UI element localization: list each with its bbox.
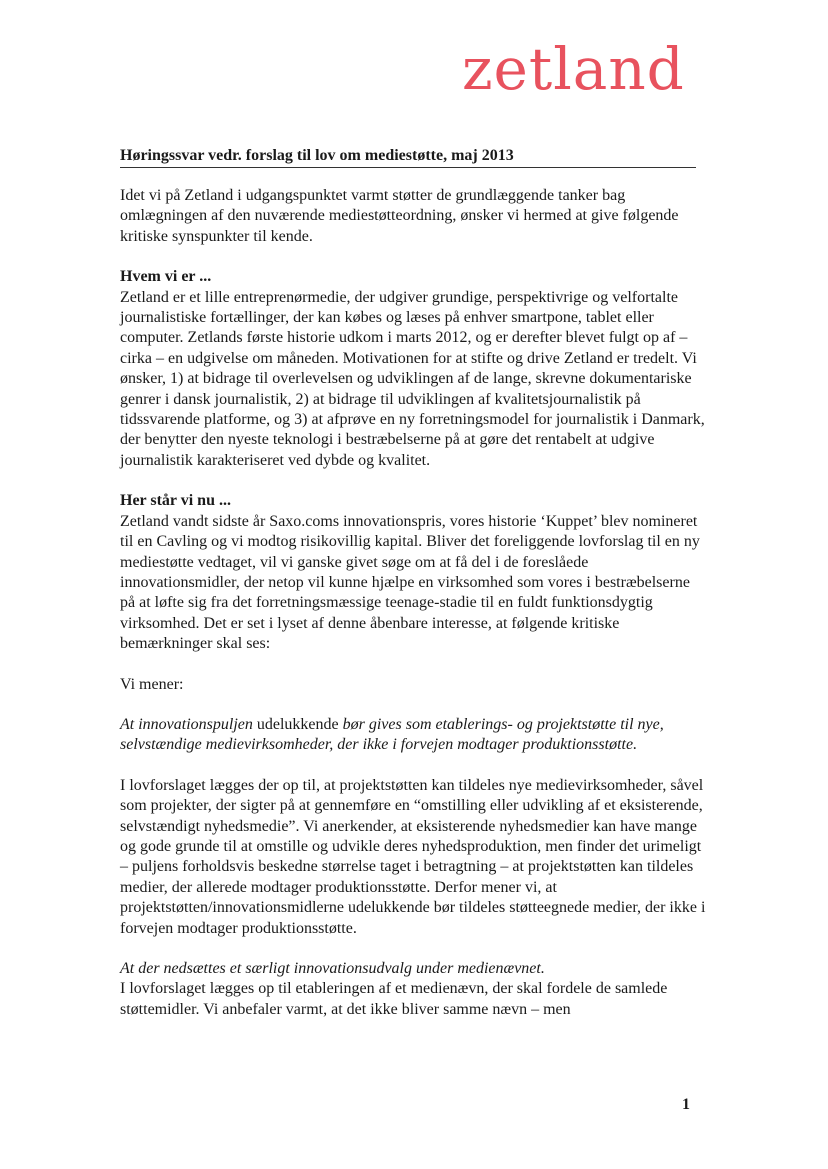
- section-heading-who-we-are: Hvem vi er ...: [120, 268, 212, 286]
- document-title: Høringssvar vedr. forslag til lov om mediestøtte, maj 2013: [120, 146, 696, 168]
- section-heading-where-we-are: Her står vi nu ...: [120, 492, 231, 510]
- point1-body-paragraph: I lovforslaget lægges der op til, at projektstøtten kan tildeles nye medievirksomheder, såvel som projekter, der sigter på at gennemføre en “omstilling eller udvikling af et eksisterende, selvstændigt nyhedsmedie”. Vi anerkender, at eksisterende nyhedsmedier kan have mange og gode grunde til at omstille og udvikle deres nyhedsproduktion, men finder det urimeligt – puljens forholdsvis beskedne størrelse taget i betragtning – at projektstøtten kan tildeles medier, der allerede modtager produktionsstøtte. Derfor mener vi, at projektstøtten/innovationsmidlerne udelukkende bør tildeles støtteegnede medier, der ikke i forvejen modtager produktionsstøtte.: [120, 776, 706, 937]
- page-number: 1: [682, 1096, 690, 1113]
- point2-body-paragraph: I lovforslaget lægges op til etableringen af et medienævn, der skal fordele de samlede støttemidler. Vi anbefaler varmt, at det ikke bliver samme nævn – men: [120, 980, 668, 1018]
- who-we-are-paragraph: Zetland er et lille entreprenørmedie, der udgiver grundige, perspektivrige og velfortalte journalistiske fortællinger, der kan købes og læses på enhver smartpone, tablet eller computer. Zetlands første historie udkom i marts 2012, og er derefter blevet fulgt op af – cirka – en udgivelse om måneden. Motivationen for at stifte og drive Zetland er tredelt. Vi ønsker, 1) at bidrage til overlevelsen og udviklingen af de lange, skrevne dokumentariske genrer i dansk journalistik, 2) at bidrage til udviklingen af kvalitetsjournalistik på tidssvarende platforme, og 3) at afprøve en ny forretningsmodel for journalistik i Danmark, der benytter den nyeste teknologi i bestræbelserne på at gøre det rentabelt at udgive journalistik karakteriseret ved dybde og kvalitet.: [120, 288, 705, 469]
- we-think-line: Vi mener:: [120, 675, 184, 693]
- point1-normal: udelukkende: [252, 715, 343, 733]
- zetland-logo: zetland: [462, 35, 685, 103]
- point1-italic-b: bør gives som etablerings- og projektstøtte til nye, selvstændige medievirksomheder, der ikke i forvejen modtager produktionsstøtte.: [120, 715, 664, 754]
- intro-paragraph: Idet vi på Zetland i udgangspunktet varmt støtter de grundlæggende tanker bag omlægningen af den nuværende mediestøtteordning, ønsker vi hermed at give følgende kritiske synspunkter til kende.: [120, 187, 679, 245]
- document-body: [120, 186, 706, 1040]
- point2-statement: At der nedsættes et særligt innovationsudvalg under medienævnet.: [120, 960, 545, 977]
- where-we-are-paragraph: Zetland vandt sidste år Saxo.coms innovationspris, vores historie ‘Kuppet’ blev nomineret til en Cavling og vi modtog risikovillig kapital. Bliver det foreliggende lovforslag til en ny mediestøtte vedtaget, vil vi ganske givet søge om at få del i de foreslåede innovationsmidler, der netop vil kunne hjælpe en virksomhed som vores i bestræbelserne på at løfte sig fra det forretningsmæssige teenage-stadie til en fuldt funktionsdygtig virksomhed. Det er set i lyset af denne åbenbare interesse, at følgende kritiske bemærkninger skal ses:: [120, 512, 700, 653]
- point1-statement: [120, 715, 706, 756]
- point1-italic-a: At innovationspuljen: [120, 715, 253, 733]
